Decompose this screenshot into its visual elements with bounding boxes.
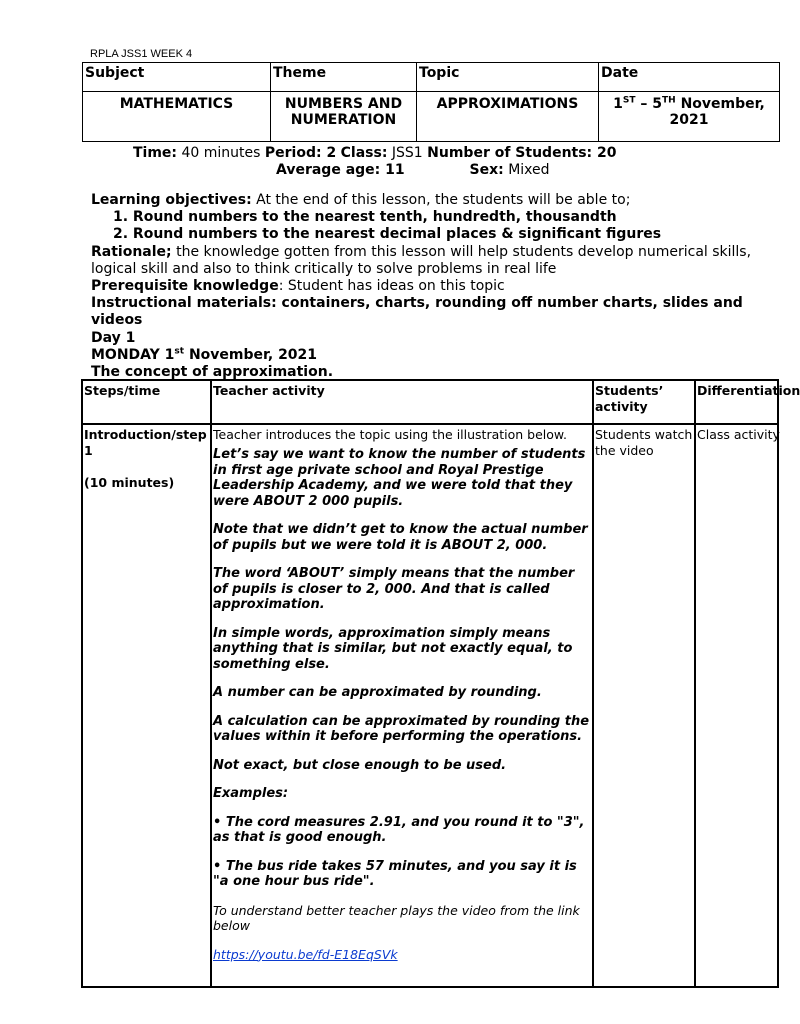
activity-paragraph: Let’s say we want to know the number of students in first age private school and Royal Prestige Leadership Academy, and we were told that they were ABOUT 2 000 pupils. bbox=[213, 447, 586, 509]
column-header-teacher-activity: Teacher activity bbox=[210, 379, 594, 425]
activity-paragraph: • The cord measures 2.91, and you round it to "3", as that is good enough. bbox=[213, 814, 585, 845]
teacher-activity-cell bbox=[210, 423, 594, 988]
lesson-meta-line-2: Average age: 11 Sex: Mixed bbox=[276, 162, 550, 178]
subject-value: MATHEMATICS bbox=[82, 91, 271, 142]
concept-heading: The concept of approximation. bbox=[91, 364, 334, 381]
objective-item: 1. Round numbers to the nearest tenth, hundredth, thousandth bbox=[113, 209, 617, 226]
topic-value: APPROXIMATIONS bbox=[416, 91, 599, 142]
column-header-students-activity: Students’ activity bbox=[592, 379, 696, 425]
theme-value: NUMBERS AND NUMERATION bbox=[270, 91, 417, 142]
header-table bbox=[83, 63, 783, 142]
activity-paragraph: A calculation can be approximated by rounding the values within it before performing the operations. bbox=[213, 713, 590, 744]
header-subject-label: Subject bbox=[82, 62, 271, 92]
step-cell bbox=[81, 423, 212, 988]
video-instruction: To understand better teacher plays the video from the link below bbox=[213, 902, 580, 933]
instructional-materials: Instructional materials: containers, charts, rounding off number charts, slides and videos bbox=[91, 295, 743, 329]
students-activity-cell: Students watch the video bbox=[592, 423, 696, 988]
activity-paragraph: In simple words, approximation simply means anything that is similar, but not exactly equal, to something else. bbox=[213, 625, 573, 672]
document-label: RPLA JSS1 WEEK 4 bbox=[90, 48, 193, 60]
learning-objectives: Learning objectives: At the end of this lesson, the students will be able to; bbox=[91, 192, 631, 208]
column-header-differentiation: Differentiation bbox=[694, 379, 779, 425]
lesson-meta-line-1: Time: 40 minutes Period: 2 Class: JSS1 Number of Students: 20 bbox=[133, 145, 617, 161]
rationale: Rationale; the knowledge gotten from this lesson will help students develop numerical skills, logical skill and also to think critically to solve problems in real life bbox=[91, 243, 752, 277]
activity-paragraph: Not exact, but close enough to be used. bbox=[213, 757, 507, 773]
step-name: Introduction/step 1 bbox=[84, 427, 207, 458]
activity-paragraph: • The bus ride takes 57 minutes, and you say it is "a one hour bus ride". bbox=[213, 858, 577, 889]
date-value: 1ST – 5TH November, 2021 bbox=[598, 91, 780, 142]
activity-paragraph: Note that we didn’t get to know the actual number of pupils but we were told it is ABOUT 2, 000. bbox=[213, 522, 588, 553]
header-topic-label: Topic bbox=[416, 62, 599, 92]
day-label: Day 1 bbox=[91, 329, 136, 346]
lesson-table bbox=[83, 381, 800, 990]
activity-paragraph: A number can be approximated by rounding. bbox=[213, 685, 542, 700]
header-date-label: Date bbox=[598, 62, 780, 92]
header-theme-label: Theme bbox=[270, 62, 417, 92]
activity-paragraph: The word ‘ABOUT’ simply means that the number of pupils is closer to 2, 000. And that is called approximation. bbox=[213, 566, 575, 612]
intro-line: Teacher introduces the topic using the illustration below. bbox=[213, 427, 567, 442]
objective-item: 2. Round numbers to the nearest decimal places & significant figures bbox=[113, 226, 662, 243]
column-header-steps: Steps/time bbox=[81, 379, 212, 425]
video-link[interactable]: https://youtu.be/fd-E18EqSVk bbox=[213, 946, 398, 962]
prerequisite-knowledge: Prerequisite knowledge: Student has ideas on this topic bbox=[91, 278, 505, 295]
lesson-plan-body bbox=[91, 192, 771, 381]
step-duration: (10 minutes) bbox=[84, 475, 175, 490]
day-date: MONDAY 1st November, 2021 bbox=[91, 346, 318, 363]
differentiation-cell: Class activity bbox=[694, 423, 779, 988]
activity-paragraph: Examples: bbox=[213, 786, 289, 801]
